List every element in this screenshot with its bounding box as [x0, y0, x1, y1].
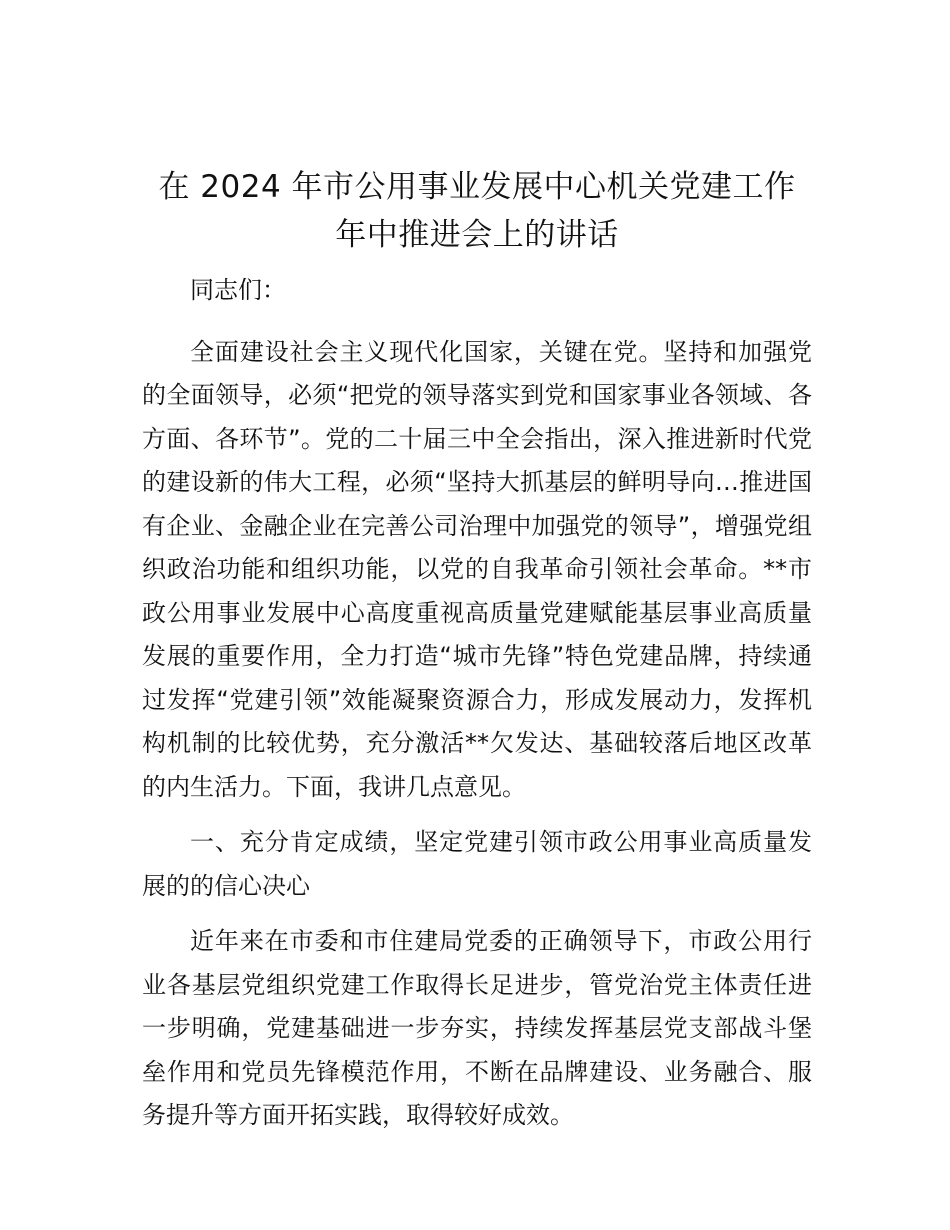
document-title — [142, 163, 812, 259]
title-line-2: 年中推进会上的讲话 — [335, 217, 619, 253]
paragraph-intro: 全面建设社会主义现代化国家，关键在党。坚持和加强党的全面领导，必须“把党的领导落实到党和国家事业各领域、各方面、各环节”。党的二十届三中全会指出，深入推进新时代党的建设新的伟大工程，必须“坚持大抓基层的鲜明导向…推进国有企业、金融企业在完善公司治理中加强党的领导”，增强党组织政治功能和组织功能，以党的自我革命引领社会革命。**市政公用事业发展中心高度重视高质量党建赋能基层事业高质量发展的重要作用，全力打造“城市先锋”特色党建品牌，持续通过发挥“党建引领”效能凝聚资源合力，形成发展动力，发挥机构机制的比较优势，充分激活**欠发达、基础较落后地区改革的内生活力。下面，我讲几点意见。 — [142, 337, 812, 801]
section-heading-1: 一、充分肯定成绩，坚定党建引领市政公用事业高质量发展的的信心决心 — [142, 828, 812, 900]
document-page — [142, 163, 812, 1138]
title-line-1: 在 2024 年市公用事业发展中心机关党建工作 — [158, 169, 796, 205]
greeting: 同志们： — [190, 276, 286, 304]
paragraph-achievements: 近年来在市委和市住建局党委的正确领导下，市政公用行业各基层党组织党建工作取得长足进步，管党治党主体责任进一步明确，党建基础进一步夯实，持续发挥基层党支部战斗堡垒作用和党员先锋模范作用，不断在品牌建设、业务融合、服务提升等方面开拓实践，取得较好成效。 — [142, 927, 812, 1129]
